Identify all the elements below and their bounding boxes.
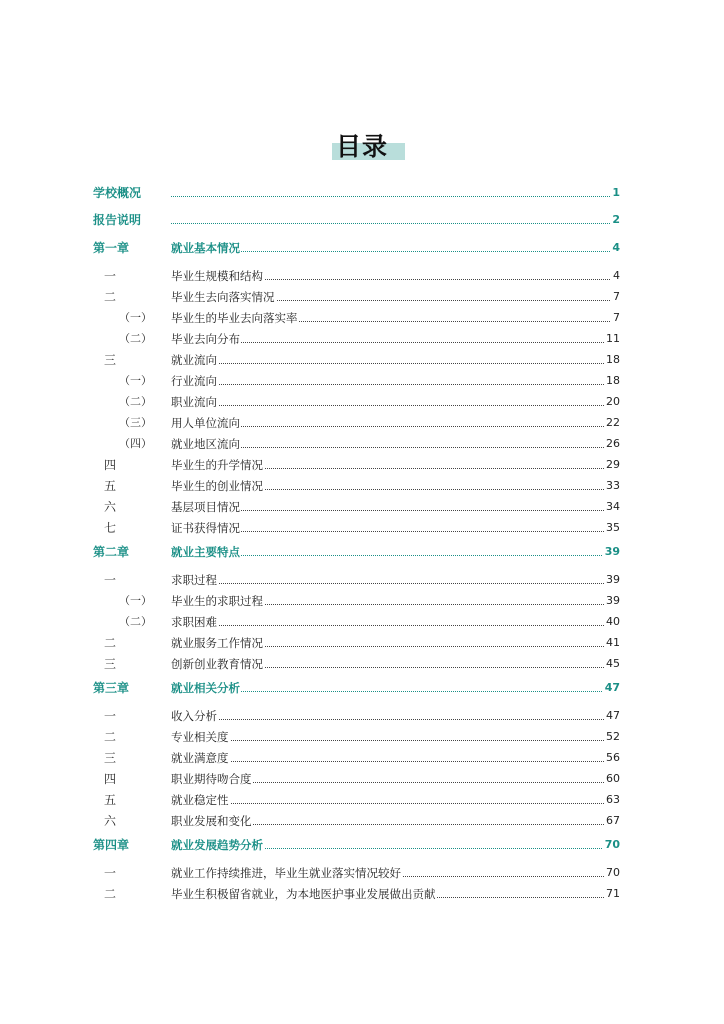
toc-entry[interactable] <box>0 287 724 307</box>
toc-entry-number: 三 <box>104 751 117 765</box>
toc-entry-page: 33 <box>604 476 620 496</box>
toc-entry-number: （二） <box>119 615 152 628</box>
toc-entry-title: 就业流向 <box>171 350 218 370</box>
toc-entry-title: 就业相关分析 <box>171 678 241 698</box>
toc-entry-number: 一 <box>104 866 117 880</box>
toc-entry-page: 56 <box>604 748 620 768</box>
toc-entry-page: 7 <box>611 308 620 328</box>
toc-entry-number: （三） <box>119 416 152 429</box>
toc-entry-page: 2 <box>610 210 620 230</box>
toc-entry-page: 18 <box>604 371 620 391</box>
toc-entry[interactable] <box>0 811 724 831</box>
toc-entry[interactable] <box>0 210 724 230</box>
toc-entry-number: （一） <box>119 311 152 324</box>
toc-entry-page: 70 <box>603 835 620 855</box>
toc-entry-page: 1 <box>610 183 620 203</box>
toc-entry-page: 26 <box>604 434 620 454</box>
toc-leader-dots <box>171 363 620 364</box>
toc-entry-number: 一 <box>104 269 117 283</box>
toc-entry-number: 二 <box>104 887 117 901</box>
toc-entry-page: 47 <box>603 678 620 698</box>
toc-entry-title: 毕业去向分布 <box>171 329 241 349</box>
toc-leader-dots <box>171 196 620 197</box>
toc-entry-page: 71 <box>604 884 620 904</box>
toc-entry-title: 职业流向 <box>171 392 218 412</box>
toc-entry-title: 毕业生的毕业去向落实率 <box>171 308 299 328</box>
toc-entry-title: 专业相关度 <box>171 727 230 747</box>
toc-entry-page: 63 <box>604 790 620 810</box>
toc-entry[interactable] <box>0 727 724 747</box>
toc-entry-page: 41 <box>604 633 620 653</box>
toc-title-block <box>0 131 724 165</box>
toc-entry[interactable] <box>0 863 724 883</box>
toc-entry[interactable] <box>0 434 724 454</box>
toc-entry[interactable] <box>0 790 724 810</box>
toc-entry-title: 就业地区流向 <box>171 434 241 454</box>
toc-entry-title: 行业流向 <box>171 371 218 391</box>
toc-entry-number: 四 <box>104 772 117 786</box>
toc-entry[interactable] <box>0 570 724 590</box>
toc-entry[interactable] <box>0 455 724 475</box>
toc-entry-number: 学校概况 <box>93 186 142 200</box>
toc-entry-page: 39 <box>604 570 620 590</box>
toc-entry-title: 职业发展和变化 <box>171 811 253 831</box>
toc-entry-number: （二） <box>119 395 152 408</box>
toc-entry-page: 18 <box>604 350 620 370</box>
toc-entry[interactable] <box>0 835 724 855</box>
toc-entry-title: 收入分析 <box>171 706 218 726</box>
toc-entry-page: 40 <box>604 612 620 632</box>
toc-entry[interactable] <box>0 518 724 538</box>
toc-entry[interactable] <box>0 329 724 349</box>
toc-entry-number: 七 <box>104 521 117 535</box>
toc-leader-dots <box>171 405 620 406</box>
toc-entry-number: 四 <box>104 458 117 472</box>
toc-entry-title: 就业发展趋势分析 <box>171 835 264 855</box>
toc-leader-dots <box>171 761 620 762</box>
toc-entry-title: 毕业生积极留省就业，为本地医护事业发展做出贡献 <box>171 884 437 904</box>
toc-leader-dots <box>171 583 620 584</box>
toc-entry[interactable] <box>0 497 724 517</box>
toc-entry-number: 六 <box>104 500 117 514</box>
toc-entry-number: 第一章 <box>93 241 130 255</box>
toc-entry[interactable] <box>0 238 724 258</box>
toc-entry-number: （二） <box>119 332 152 345</box>
toc-entry-title: 就业基本情况 <box>171 238 241 258</box>
toc-entry[interactable] <box>0 266 724 286</box>
toc-entry-number: 第四章 <box>93 838 130 852</box>
toc-entry-number: 第二章 <box>93 545 130 559</box>
toc-entry-page: 45 <box>604 654 620 674</box>
toc-entry-number: 五 <box>104 793 117 807</box>
toc-entry-title: 用人单位流向 <box>171 413 241 433</box>
toc-entry-title: 就业服务工作情况 <box>171 633 264 653</box>
toc-entry[interactable] <box>0 654 724 674</box>
toc-entry[interactable] <box>0 748 724 768</box>
toc-entry-number: 三 <box>104 353 117 367</box>
toc-entry-title: 证书获得情况 <box>171 518 241 538</box>
toc-entry-page: 35 <box>604 518 620 538</box>
toc-entry-page: 4 <box>611 266 620 286</box>
toc-entry[interactable] <box>0 392 724 412</box>
toc-entry-page: 67 <box>604 811 620 831</box>
toc-entry-page: 11 <box>604 329 620 349</box>
toc-entry-page: 70 <box>604 863 620 883</box>
toc-entry-number: 一 <box>104 573 117 587</box>
toc-entry[interactable] <box>0 308 724 328</box>
page-title: 目录 <box>335 132 388 161</box>
toc-entry-title: 求职困难 <box>171 612 218 632</box>
toc-entry-number: （四） <box>119 437 152 450</box>
toc-entry-title: 职业期待吻合度 <box>171 769 253 789</box>
toc-entry-number: 五 <box>104 479 117 493</box>
toc-entry-title: 就业主要特点 <box>171 542 241 562</box>
toc-entry-page: 52 <box>604 727 620 747</box>
toc-leader-dots <box>171 384 620 385</box>
toc-entry-title: 求职过程 <box>171 570 218 590</box>
toc-entry[interactable] <box>0 371 724 391</box>
toc-entry-number: （一） <box>119 594 152 607</box>
toc-entry[interactable] <box>0 884 724 904</box>
toc-leader-dots <box>171 625 620 626</box>
toc-entry[interactable] <box>0 413 724 433</box>
toc-entry[interactable] <box>0 350 724 370</box>
toc-entry[interactable] <box>0 476 724 496</box>
toc-entry-page: 22 <box>604 413 620 433</box>
toc-entry-page: 39 <box>603 542 620 562</box>
toc-leader-dots <box>171 223 620 224</box>
toc-entry-number: 三 <box>104 657 117 671</box>
toc-entry-page: 29 <box>604 455 620 475</box>
toc-entry[interactable] <box>0 542 724 562</box>
toc-entry-page: 34 <box>604 497 620 517</box>
toc-entry-title: 毕业生的创业情况 <box>171 476 264 496</box>
toc-entry-page: 60 <box>604 769 620 789</box>
toc-entry-page: 47 <box>604 706 620 726</box>
toc-entry-title: 基层项目情况 <box>171 497 241 517</box>
toc-entry-page: 7 <box>611 287 620 307</box>
toc-entry-number: 二 <box>104 730 117 744</box>
toc-entry-number: （一） <box>119 374 152 387</box>
toc-entry-number: 第三章 <box>93 681 130 695</box>
toc-entry-number: 六 <box>104 814 117 828</box>
toc-entry-title: 毕业生的求职过程 <box>171 591 264 611</box>
toc-entry-title: 就业稳定性 <box>171 790 230 810</box>
toc-entry[interactable] <box>0 183 724 203</box>
toc-entry[interactable] <box>0 706 724 726</box>
toc-entry-number: 二 <box>104 636 117 650</box>
toc-entry-number: 二 <box>104 290 117 304</box>
toc-leader-dots <box>171 803 620 804</box>
toc-entry-number: 一 <box>104 709 117 723</box>
toc-leader-dots <box>171 719 620 720</box>
toc-entry-number: 报告说明 <box>93 213 142 227</box>
toc-entry[interactable] <box>0 633 724 653</box>
toc-entry[interactable] <box>0 769 724 789</box>
toc-entry-title: 毕业生的升学情况 <box>171 455 264 475</box>
toc-entry-page: 20 <box>604 392 620 412</box>
toc-entry-page: 4 <box>610 238 620 258</box>
toc-entry[interactable] <box>0 612 724 632</box>
toc-entry-page: 39 <box>604 591 620 611</box>
toc-entry-title: 创新创业教育情况 <box>171 654 264 674</box>
toc-entry-title: 就业满意度 <box>171 748 230 768</box>
toc-entry-title: 就业工作持续推进，毕业生就业落实情况较好 <box>171 863 402 883</box>
toc-leader-dots <box>171 740 620 741</box>
toc-entry[interactable] <box>0 591 724 611</box>
toc-entry-title: 毕业生规模和结构 <box>171 266 264 286</box>
toc-entry[interactable] <box>0 678 724 698</box>
toc-entry-title: 毕业生去向落实情况 <box>171 287 276 307</box>
